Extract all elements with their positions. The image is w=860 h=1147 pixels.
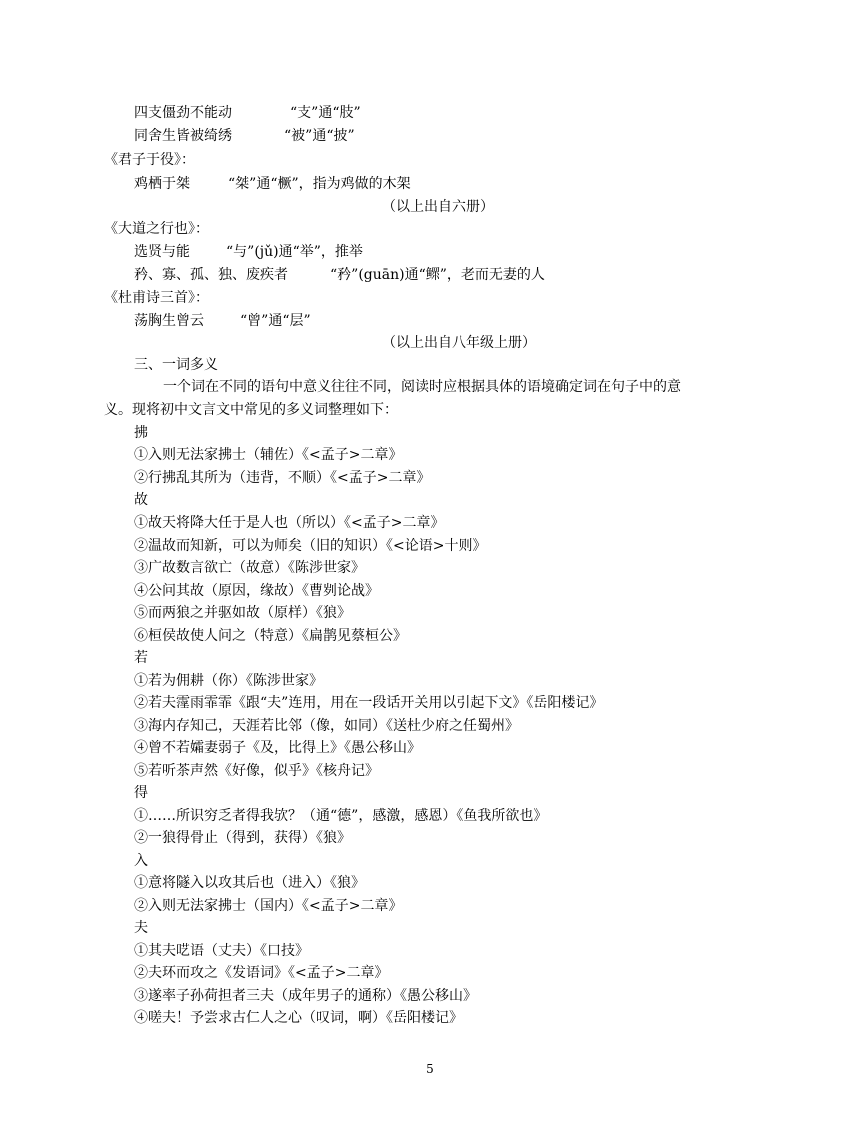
term: 拂 — [134, 425, 148, 441]
list-item: ①意将隧入以攻其后也（进入）《狼》 — [134, 875, 365, 891]
list-item: ③广故数言欲亡（故意）《陈涉世家》 — [134, 560, 365, 576]
list-item: ②若夫霪雨霏霏《跟“夫”连用，用在一段话开关用以引起下文》《岳阳楼记》 — [134, 695, 604, 711]
text-line: 选贤与能 “与”(jǔ)通“举”，推举 — [134, 244, 363, 260]
section-title: 《君子于役》： — [104, 152, 195, 168]
list-item: ②行拂乱其所为（违背，不顺）《<孟子>二章》 — [134, 470, 431, 486]
list-item: ①其夫呓语（丈夫）《口技》 — [134, 943, 309, 959]
paragraph-line: 一个词在不同的语句中意义往往不同，阅读时应根据具体的语境确定词在句子中的意 — [163, 379, 681, 395]
list-item: ⑤若听茶声然《好像，似乎》《核舟记》 — [134, 763, 379, 779]
paragraph-line: 义。现将初中文言文中常见的多义词整理如下： — [104, 402, 398, 418]
list-item: ②入则无法家拂士（国内）《<孟子>二章》 — [134, 898, 403, 914]
list-item: ④曾不若孀妻弱子《及，比得上》《愚公移山》 — [134, 740, 421, 756]
list-item: ②夫环而攻之《发语词》《<孟子>二章》 — [134, 965, 389, 981]
section-title: 《大道之行也》： — [104, 221, 209, 237]
list-item: ③海内存知己，天涯若比邻（像，如同）《送杜少府之任蜀州》 — [134, 718, 519, 734]
list-item: ④嗟夫！予尝求古仁人之心（叹词，啊）《岳阳楼记》 — [134, 1010, 463, 1026]
heading: 三、一词多义 — [134, 357, 218, 373]
text-line: 同舍生皆被绮绣 “被”通“披” — [134, 128, 355, 144]
list-item: ③遂率子孙荷担者三夫（成年男子的通称）《愚公移山》 — [134, 988, 477, 1004]
list-item: ②温故而知新，可以为师矣（旧的知识）《<论语>十则》 — [134, 538, 487, 554]
term: 故 — [134, 492, 148, 508]
page-number: 5 — [426, 1062, 434, 1076]
list-item: ①……所识穷乏者得我欤？（通“德”，感激，感恩）《鱼我所欲也》 — [134, 808, 548, 824]
term: 入 — [134, 853, 148, 869]
term: 得 — [134, 785, 148, 801]
list-item: ②一狼得骨止（得到，获得）《狼》 — [134, 830, 351, 846]
list-item: ④公问其故（原因，缘故）《曹刿论战》 — [134, 583, 379, 599]
source-note: （以上出自六册） — [382, 199, 494, 215]
term: 若 — [134, 650, 148, 666]
section-title: 《杜甫诗三首》： — [104, 290, 209, 306]
list-item: ①故天将降大任于是人也（所以）《<孟子>二章》 — [134, 515, 445, 531]
text-line: 鸡栖于桀 “桀”通“橛”，指为鸡做的木架 — [134, 176, 411, 192]
list-item: ①若为佣耕（你）《陈涉世家》 — [134, 673, 323, 689]
text-line: 荡胸生曾云 “曾”通“层” — [134, 313, 311, 329]
list-item: ⑥桓侯故使人问之（特意）《扁鹊见蔡桓公》 — [134, 628, 407, 644]
text-line: 四支僵劲不能动 “支”通“肢” — [134, 105, 361, 121]
source-note: （以上出自八年级上册） — [382, 335, 536, 351]
text-line: 矜、寡、孤、独、废疾者 “矜”(guān)通“鳏”，老而无妻的人 — [134, 267, 545, 283]
list-item: ⑤而两狼之并驱如故（原样）《狼》 — [134, 605, 351, 621]
list-item: ①入则无法家拂士（辅佐）《<孟子>二章》 — [134, 447, 403, 463]
term: 夫 — [134, 920, 148, 936]
